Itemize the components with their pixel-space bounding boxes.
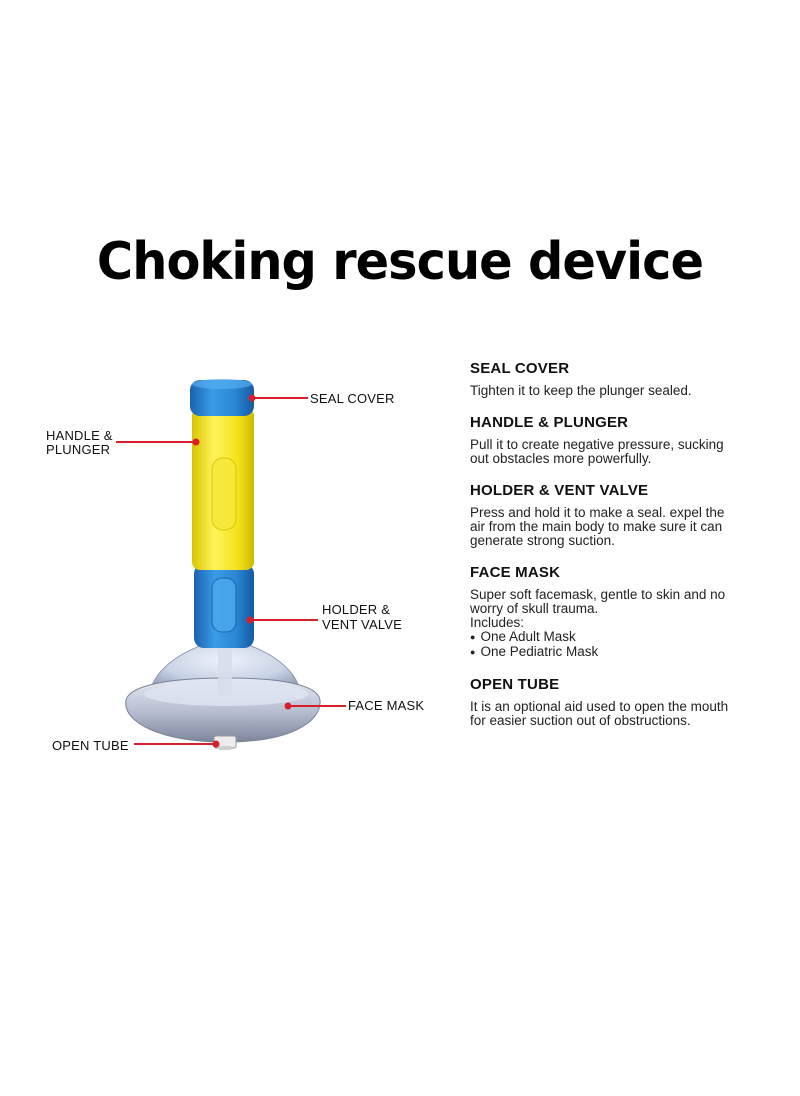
section-heading: HOLDER & VENT VALVE [470, 482, 649, 499]
includes-label: Includes: [470, 615, 525, 630]
seal-cover-shape [190, 379, 254, 416]
section-open-tube [470, 676, 780, 728]
section-text: for easier suction out of obstructions. [470, 713, 691, 728]
callout-open-tube: OPEN TUBE [52, 738, 129, 753]
section-face-mask [470, 564, 780, 660]
callout-handle-plunger-line2: PLUNGER [46, 442, 111, 457]
section-text: Super soft facemask, gentle to skin and no [470, 587, 726, 602]
callout-holder-vent-line1: HOLDER & [322, 602, 391, 617]
section-text: Press and hold it to make a seal. expel the [470, 505, 725, 520]
info-panel [470, 360, 780, 744]
callout-handle-plunger-line1: HANDLE & [46, 428, 113, 443]
section-heading: OPEN TUBE [470, 676, 560, 693]
list-item: ● One Pediatric Mask [470, 645, 780, 660]
page-title: Choking rescue device [96, 232, 704, 292]
callout-holder-vent-line2: VENT VALVE [322, 617, 403, 632]
section-heading: SEAL COVER [470, 360, 570, 377]
section-text: worry of skull trauma. [470, 601, 599, 616]
face-mask-shape [126, 640, 320, 742]
callout-seal-cover: SEAL COVER [310, 391, 395, 406]
section-text: It is an optional aid used to open the mouth [470, 699, 729, 714]
section-text: Tighten it to keep the plunger sealed. [470, 383, 692, 398]
callout-face-mask: FACE MASK [348, 698, 425, 713]
handle-plunger-shape [192, 408, 254, 570]
section-text: generate strong suction. [470, 533, 615, 548]
section-text: out obstacles more powerfully. [470, 451, 652, 466]
section-heading: HANDLE & PLUNGER [470, 414, 629, 431]
section-holder-vent-valve [470, 482, 780, 548]
holder-vent-valve-shape [194, 564, 254, 648]
includes-list [470, 630, 780, 660]
section-seal-cover [470, 360, 780, 398]
section-heading: FACE MASK [470, 564, 561, 581]
section-text: air from the main body to make sure it can [470, 519, 723, 534]
section-handle-plunger [470, 414, 780, 466]
list-item: ● One Adult Mask [470, 630, 780, 645]
section-text: Pull it to create negative pressure, sucking [470, 437, 724, 452]
